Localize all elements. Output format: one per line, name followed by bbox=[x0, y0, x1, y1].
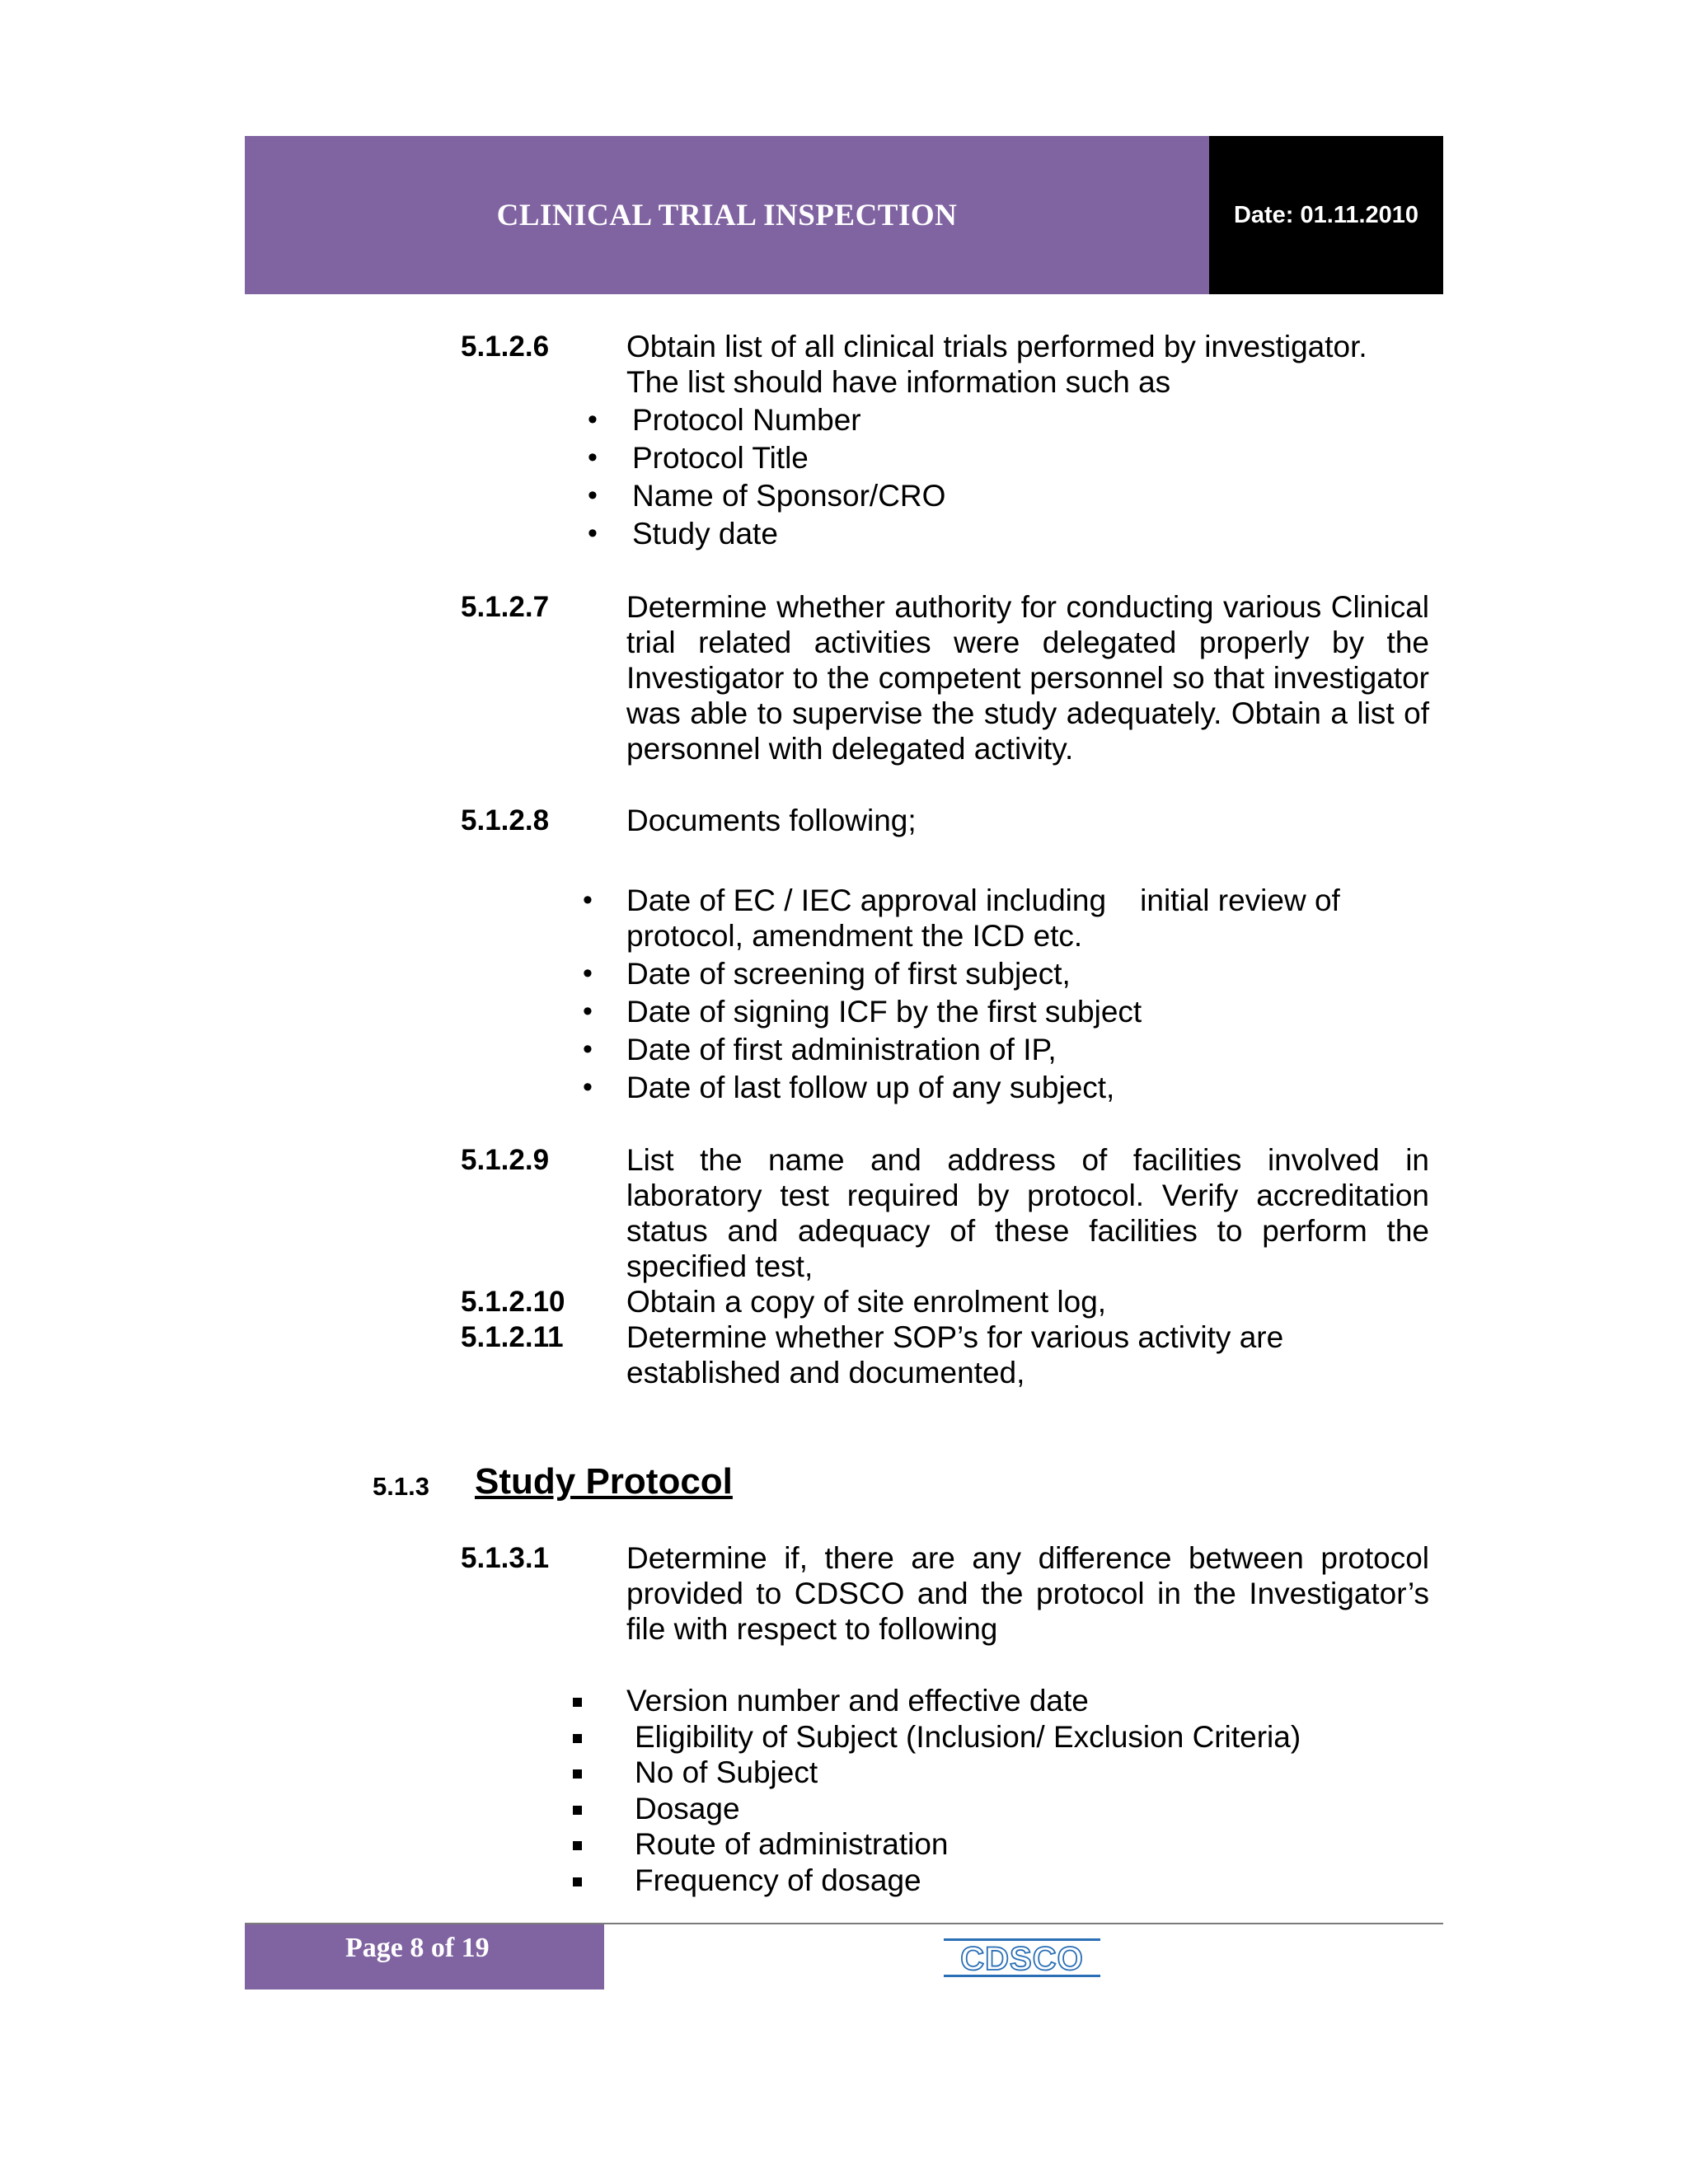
list-item: Protocol Number bbox=[632, 403, 861, 437]
clause-number-5128: 5.1.2.8 bbox=[461, 804, 550, 837]
footer-page-box bbox=[245, 1924, 604, 1990]
list-item: Date of EC / IEC approval including initial review of bbox=[626, 883, 1340, 917]
clause-number-5126: 5.1.2.6 bbox=[461, 330, 550, 363]
list-item: Route of administration bbox=[635, 1827, 949, 1861]
list-item: Protocol Title bbox=[632, 441, 809, 475]
clause-number-51210: 5.1.2.10 bbox=[461, 1286, 565, 1318]
bullet-icon: • bbox=[588, 480, 598, 511]
bullet-icon: • bbox=[588, 442, 598, 473]
list-item: Date of signing ICF by the first subject bbox=[626, 995, 1142, 1029]
bullet-icon: • bbox=[588, 404, 598, 435]
bullet-icon: • bbox=[583, 958, 593, 989]
square-bullet-icon bbox=[573, 1877, 582, 1886]
square-bullet-icon bbox=[573, 1841, 582, 1850]
square-bullet-icon bbox=[573, 1806, 582, 1815]
bullet-icon: • bbox=[588, 518, 598, 549]
cdsco-logo bbox=[942, 1935, 1102, 1981]
square-bullet-icon bbox=[573, 1734, 582, 1743]
square-bullet-icon bbox=[573, 1769, 582, 1779]
list-item: Date of first administration of IP, bbox=[626, 1033, 1057, 1066]
page-number: Page 8 of 19 bbox=[345, 1933, 490, 1963]
list-item: Version number and effective date bbox=[626, 1684, 1089, 1718]
clause-5128-text: Documents following; bbox=[626, 804, 917, 837]
bullet-icon: • bbox=[583, 1033, 593, 1065]
bullet-icon: • bbox=[583, 1071, 593, 1103]
clause-number-5127: 5.1.2.7 bbox=[461, 591, 550, 623]
clause-number-5131: 5.1.3.1 bbox=[461, 1542, 550, 1574]
clause-51211-line2: established and documented, bbox=[626, 1356, 1025, 1390]
section-title: Study Protocol bbox=[475, 1461, 733, 1502]
list-item: Name of Sponsor/CRO bbox=[632, 479, 946, 513]
clause-5129-text: List the name and address of facilities involved in laboratory test required by protocol. Verify accreditation status and adequacy of these facilities to perform the specified test, bbox=[626, 1143, 1429, 1283]
page-header bbox=[245, 136, 1443, 294]
list-item: Date of last follow up of any subject, bbox=[626, 1071, 1115, 1104]
list-item: Date of screening of first subject, bbox=[626, 957, 1071, 991]
clause-5126-line1: Obtain list of all clinical trials performed by investigator. bbox=[626, 330, 1367, 363]
list-item: Study date bbox=[632, 517, 778, 551]
square-bullet-icon bbox=[573, 1698, 582, 1707]
clause-51211-line1: Determine whether SOP’s for various activity are bbox=[626, 1320, 1284, 1354]
clause-51210-text: Obtain a copy of site enrolment log, bbox=[626, 1285, 1107, 1319]
list-item: No of Subject bbox=[635, 1755, 818, 1789]
list-item: Eligibility of Subject (Inclusion/ Exclusion Criteria) bbox=[635, 1720, 1301, 1754]
clause-number-5129: 5.1.2.9 bbox=[461, 1144, 550, 1176]
header-title: CLINICAL TRIAL INSPECTION bbox=[245, 136, 1209, 294]
svg-text:CDSCO: CDSCO bbox=[960, 1941, 1084, 1977]
bullet-icon: • bbox=[583, 996, 593, 1027]
header-date: Date: 01.11.2010 bbox=[1209, 136, 1443, 294]
clause-number-51211: 5.1.2.11 bbox=[461, 1321, 564, 1353]
section-number: 5.1.3 bbox=[373, 1472, 429, 1501]
clause-5126-line2: The list should have information such as bbox=[626, 365, 1171, 399]
bullet-icon: • bbox=[583, 884, 593, 916]
clause-5127-text: Determine whether authority for conducting various Clinical trial related activities were delegated properly by the Investigator to the competent personnel so that investigator was able to supervise the study adequately. Obtain a list of personnel with delegated activity. bbox=[626, 590, 1429, 766]
list-item: Frequency of dosage bbox=[635, 1863, 921, 1897]
list-item-continuation: protocol, amendment the ICD etc. bbox=[626, 919, 1083, 953]
clause-5131-text: Determine if, there are any difference between protocol provided to CDSCO and the protocol in the Investigator’s file with respect to following bbox=[626, 1541, 1429, 1646]
list-item: Dosage bbox=[635, 1792, 740, 1825]
